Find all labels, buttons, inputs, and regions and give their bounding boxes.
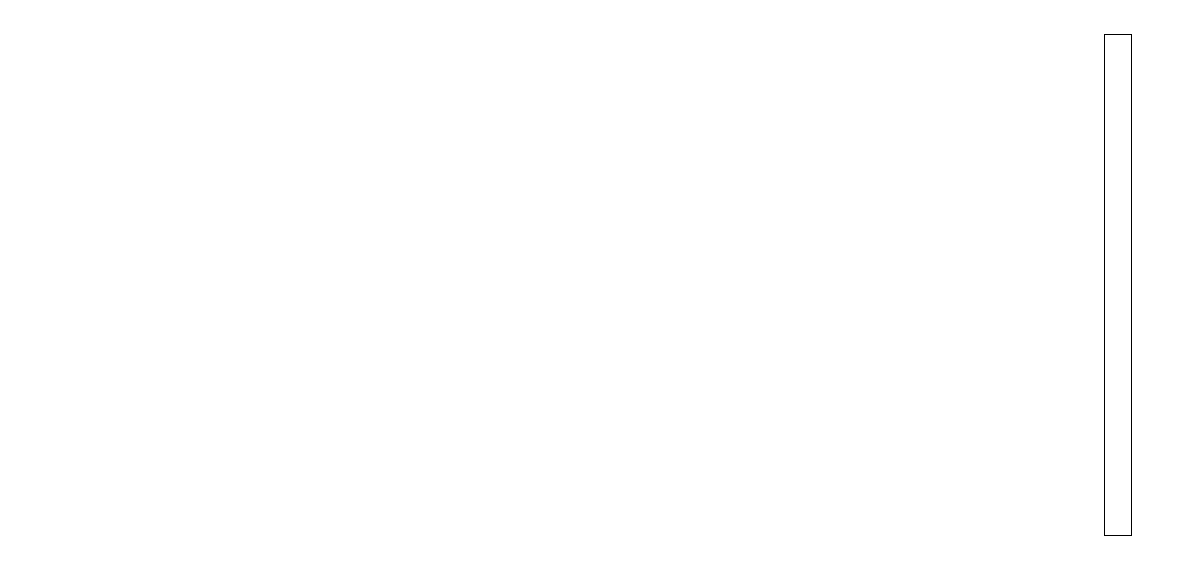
colorbar	[1104, 34, 1132, 536]
